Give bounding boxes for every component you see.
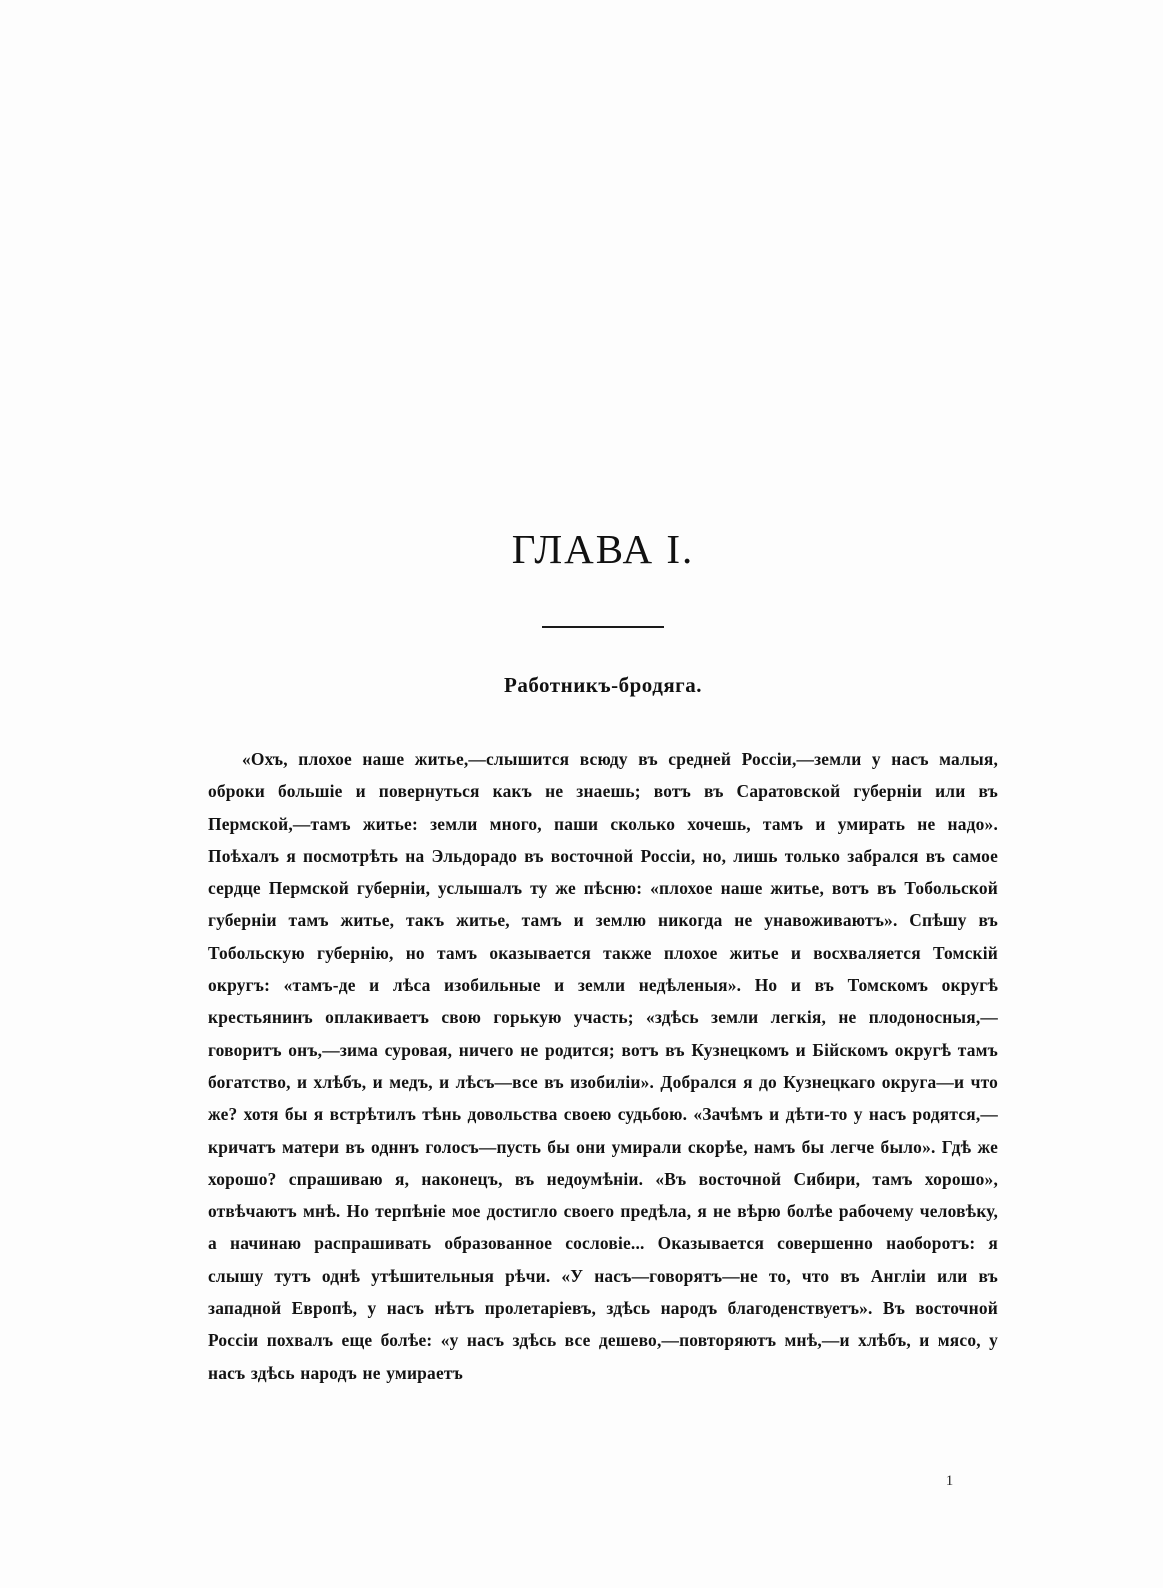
chapter-heading: ГЛАВА I.	[511, 526, 695, 572]
horizontal-rule	[542, 626, 664, 628]
section-heading: Работникъ-бродяга.	[504, 673, 702, 697]
page-number-value: 1	[945, 1473, 954, 1489]
page-number	[0, 1473, 1163, 1490]
heading-divider	[208, 615, 998, 633]
paragraph-text: «Охъ, плохое наше житье,—слышится всюду въ средней Россіи,—земли у насъ малыя, оброки большіе и повернуться какъ не знаешь; вотъ въ Саратовской губерніи или въ Пермской,—тамъ житье: земли много, паши сколько хочешь, тамъ и умирать не надо». Поѣхалъ я посмотрѣть на Эльдорадо въ восточной Россіи, но, лишь только забрался въ самое сердце Пермской губерніи, услышалъ ту же пѣсню: «плохое наше житье, вотъ въ Тобольской губерніи тамъ житье, такъ житье, тамъ и землю никогда не унавоживаютъ». Спѣшу въ Тобольскую губернію, но тамъ оказывается также плохое житье и восхваляется Томскій округъ: «тамъ-де и лѣса изобильные и земли недѣленыя». Но и въ Томскомъ округѣ крестьянинъ оплакиваетъ свою горькую участь; «здѣсь земли легкія, не плодоносныя,—говоритъ онъ,—зима суровая, ничего не родится; вотъ въ Кузнецкомъ и Бійскомъ округѣ тамъ богатство, и хлѣбъ, и медъ, и лѣсъ—все въ изобиліи». Добрался я до Кузнецкаго округа—и что же? хотя бы я встрѣтилъ тѣнь довольства своею судьбою. «Зачѣмъ и дѣти-то у насъ родятся,—кричатъ матери въ одннъ голосъ—пусть бы они умирали скорѣе, намъ бы легче было». Гдѣ же хорошо? спрашиваю я, наконецъ, въ недоумѣніи. «Въ восточной Сибири, тамъ хорошо», отвѣчаютъ мнѣ. Но терпѣніе мое достигло своего предѣла, я не вѣрю болѣе рабочему человѣку, а начинаю распрашивать образованное сословіе... Оказывается совершенно наоборотъ: я слышу тутъ однѣ утѣшительныя рѣчи. «У насъ—говорятъ—не то, что въ Англіи или въ западной Европѣ, у насъ нѣтъ пролетаріевъ, здѣсь народъ благоденствуетъ». Въ восточной Россіи похвалъ еще болѣе: «у насъ здѣсь все дешево,—повторяютъ мнѣ,—и хлѣбъ, и мясо, у насъ здѣсь народъ не умираетъ	[208, 749, 998, 1383]
page-content	[208, 0, 998, 1406]
body-paragraph	[208, 743, 998, 1389]
